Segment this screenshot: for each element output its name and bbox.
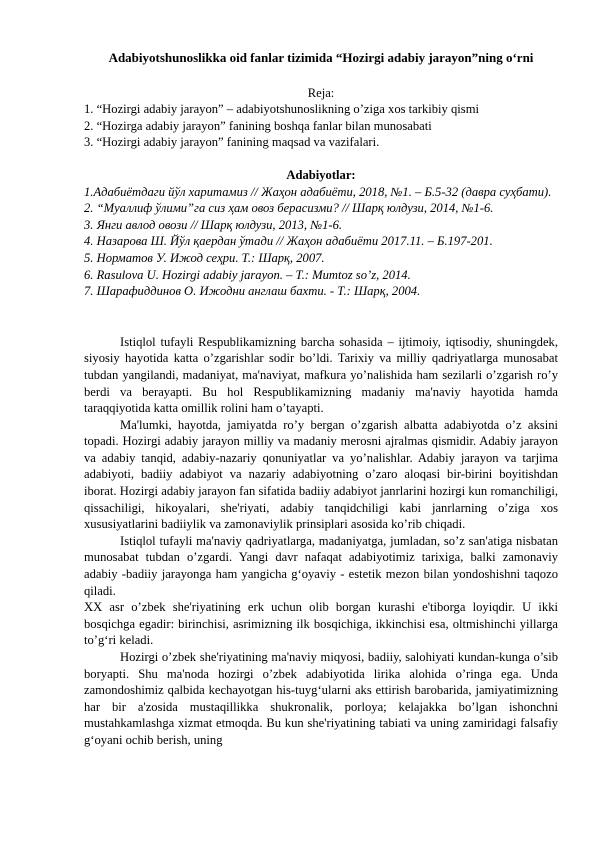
section-spacer [84, 300, 558, 334]
literature-heading: Adabiyotlar: [286, 167, 356, 182]
document-page [84, 50, 558, 749]
body-paragraph: Istiqlol tufayli Respublikamizning barcha sohasida – ijtimoiy, iqtisodiy, shuningdek, siyosiy hayotida katta o’zgarishlar sodir bo’ldi. Tarixiy va milliy qadriyatlarga munosabat tubdan yangilandi, madaniyat, ma'naviyat, mafkura yo’nalishida ham sezilarli o’zgarish ro’y berdi va berayapti. Bu hol Respublikamizning madaniy ma'naviy hayotida hamda taraqqiyotida katta omillik rolini ham o’tayapti. [84, 334, 558, 416]
body-paragraph: Istiqlol tufayli ma'naviy qadriyatlarga, madaniyatga, jumladan, so’z san'atiga nisbatan munosabat tubdan o’zgardi. Yangi davr nafaqat adabiyotimiz tarixiga, balki zamonaviy adabiy -badiiy jarayonga ham yangicha g‘oyaviy - estetik mezon bilan yondoshishni taqozo qiladi. [84, 533, 558, 598]
body-paragraph: Hozirgi o’zbek she'riyatining ma'naviy miqyosi, badiiy, salohiyati kundan-kunga o’sib boryapti. Shu ma'noda hozirgi o’zbek adabiyotida lirika alohida o’ringa ega. Unda zamondoshimiz qalbida kechayotgan his-tuyg‘ularni aks ettirish barobarida, jamiyatimizning har bir a'zosida mustaqillikka shukronalik, porloya; kelajakka bo’lgan ishonchni mustahkamlashga xizmat etmoqda. Bu kun she'riyatining tabiati va uning zamiridagi falsafiy g‘oyani ochib berish, uning [84, 650, 558, 747]
plan-item: 3. “Hozirgi adabiy jarayon” fanining maqsad va vazifalari. [84, 135, 380, 150]
body-paragraph: XX asr o’zbek she'riyatining erk uchun olib borgan kurashi e'tiborga loyiqdir. U ikki bosqichga egadir: birinchisi, asrimizning ilk bosqichiga, ikkinchisi esa, oltmishinchi yillarga to’g‘ri keladi. [84, 600, 558, 648]
literature-item: 4. Назарова Ш. Йўл қаердан ўтади // Жаҳон адабиёти 2017.11. – Б.197-201. [84, 234, 493, 249]
literature-item: 7. Шарафиддинов О. Ижодни англаш бахти. - Т.: Шарқ, 2004. [84, 284, 421, 299]
document-title: Adabiyotshunoslikka oid fanlar tizimida “Hozirgi adabiy jarayon”ning o‘rni [108, 50, 534, 65]
literature-item: 2. “Муаллиф ўлими”га сиз ҳам овоз берасизми? // Шарқ юлдузи, 2014, №1-6. [84, 201, 494, 216]
literature-item: 5. Норматов У. Ижод сеҳри. Т.: Шарқ, 2007. [84, 250, 325, 265]
literature-item: 1.Адабиётдаги йўл харитамиз // Жаҳон адабиёти, 2018, №1. – Б.5-32 (давра суҳбати). [84, 184, 552, 199]
body-paragraph: Ma'lumki, hayotda, jamiyatda ro’y bergan o’zgarish albatta adabiyotda o’z aksini topadi. Hozirgi adabiy jarayon milliy va madaniy merosni ajralmas qismidir. Adabiy jarayon va adabiy tanqid, adabiy-nazariy qonuniyatlar va yo’nalishlar. Adabiy jarayon va tarjima adabiyoti, badiiy adabiyot va nazariy adabiyotning o’zaro aloqasi bir-birini boyitishdan iborat. Hozirgi adabiy jarayon fan sifatida badiiy adabiyot janrlarini hozirgi kun romanchiligi, qissachiligi, hikoyalari, she'riyati, adabiy tanqidchiligi kabi janrlarning o’ziga xos xususiyatlarini badiiylik va zamonaviylik prinsiplari asosida ko’rib chiqadi. [84, 417, 558, 532]
literature-item: 3. Янги авлод овози // Шарқ юлдузи, 2013, №1-6. [84, 217, 343, 232]
plan-heading: Reja: [307, 85, 335, 100]
literature-item: 6. Rasulova U. Hozirgi adabiy jarayon. – T.: Mumtoz so’z, 2014. [84, 267, 411, 282]
plan-item: 2. “Hozirga adabiy jarayon” fanining boshqa fanlar bilan munosabati [84, 118, 432, 133]
plan-item: 1. “Hozirgi adabiy jarayon” – adabiyotshunoslikning o’ziga xos tarkibiy qismi [84, 102, 479, 117]
